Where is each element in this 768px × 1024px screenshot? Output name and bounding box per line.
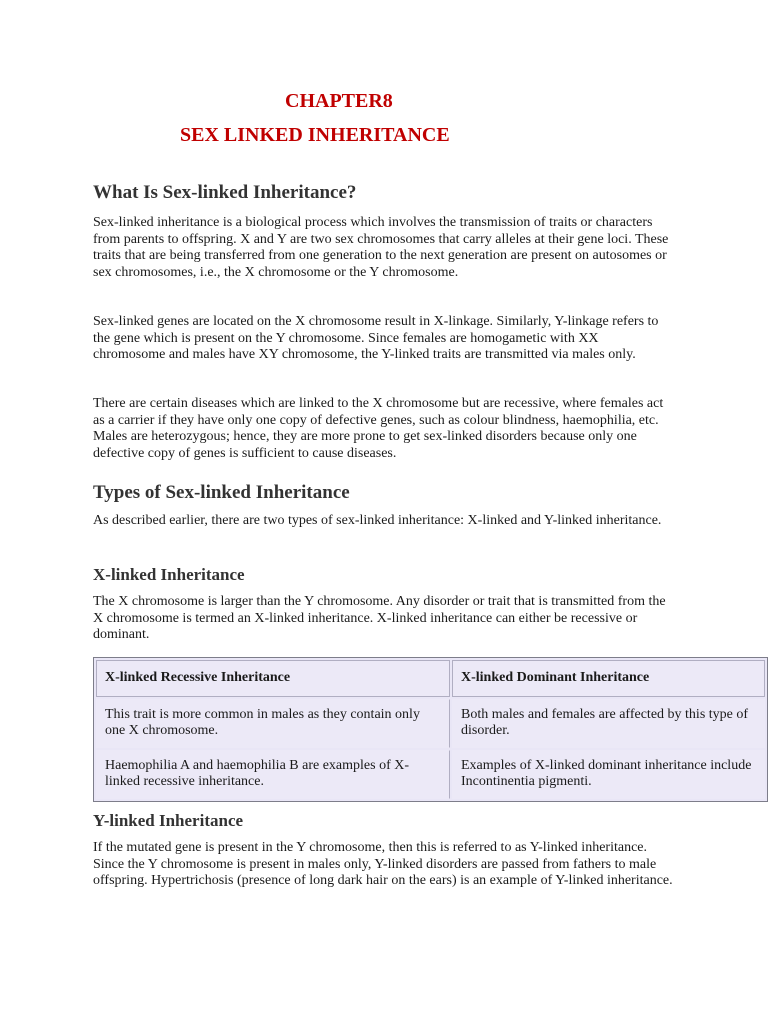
table-cell: Examples of X-linked dominant inheritance include Incontinentia pigmenti. — [452, 750, 765, 799]
paragraph: The X chromosome is larger than the Y chromosome. Any disorder or trait that is transmitted from the X chromosome is termed an X-linked inheritance. X-linked inheritance can either be recessive or dominant. — [93, 594, 666, 643]
paragraph: As described earlier, there are two types of sex-linked inheritance: X-linked and Y-linked inheritance. — [93, 513, 662, 528]
table-cell: Both males and females are affected by this type of disorder. — [452, 699, 765, 748]
section-heading-types: Types of Sex-linked Inheritance — [93, 482, 350, 503]
section-heading-what-is: What Is Sex-linked Inheritance? — [93, 182, 357, 203]
inheritance-comparison-table — [93, 657, 768, 802]
paragraph: If the mutated gene is present in the Y chromosome, then this is referred to as Y-linked inheritance. Since the Y chromosome is present in males only, Y-linked disorders are passed from fathers to male offspring. Hypertrichosis (presence of long dark hair on the ears) is an example of Y-linked inheritance. — [93, 840, 673, 889]
table-row — [96, 699, 765, 748]
table-header-cell: X-linked Dominant Inheritance — [452, 660, 765, 697]
table-header-row — [96, 660, 765, 697]
table-cell: Haemophilia A and haemophilia B are examples of X-linked recessive inheritance. — [96, 750, 450, 799]
table-row — [96, 750, 765, 799]
table-header-cell: X-linked Recessive Inheritance — [96, 660, 450, 697]
paragraph: Sex-linked genes are located on the X chromosome result in X-linkage. Similarly, Y-linkage refers to the gene which is present on the Y chromosome. Since females are homogametic with XX chromosome and males have XY chromosome, the Y-linked traits are transmitted via males only. — [93, 314, 659, 363]
chapter-number: CHAPTER8 — [285, 90, 393, 112]
section-heading-x-linked: X-linked Inheritance — [93, 565, 245, 584]
section-heading-y-linked: Y-linked Inheritance — [93, 811, 244, 830]
table-cell: This trait is more common in males as they contain only one X chromosome. — [96, 699, 450, 748]
paragraph: There are certain diseases which are linked to the X chromosome but are recessive, where females act as a carrier if they have only one copy of defective genes, such as colour blindness, haemophilia, etc. Males are heterozygous; hence, they are more prone to get sex-linked disorders because only one defective copy of genes is sufficient to cause diseases. — [93, 396, 664, 461]
chapter-title: SEX LINKED INHERITANCE — [180, 124, 450, 146]
paragraph: Sex-linked inheritance is a biological process which involves the transmission of traits or characters from parents to offspring. X and Y are two sex chromosomes that carry alleles at their gene loci. These traits that are being transferred from one generation to the next generation are present on autosomes or sex chromosomes, i.e., the X chromosome or the Y chromosome. — [93, 215, 669, 280]
